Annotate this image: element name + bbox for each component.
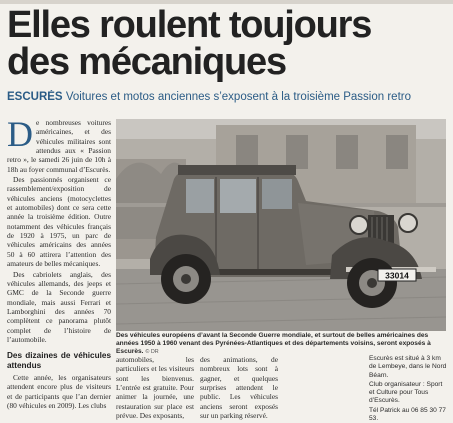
body-paragraph-4: Cette année, les organisateurs attendent encore plus de visiteurs et de participants que l’an dernier (80 véhicules en 2009). Les clubs xyxy=(7,373,111,411)
body-paragraph-5: automobiles, les particuliers et les visiteurs sont les bienvenus. L’entrée est gratuite. Pour animer la journée, une restauration sur place est prévue. Des exposants, xyxy=(116,355,194,421)
practical-info-box xyxy=(369,355,447,423)
photo-credit: © DR xyxy=(145,349,159,356)
body-paragraph-1-text: e nombreuses voitures américaines, et des véhicules militaires sont attendus aux « Passion retro », le samedi 26 juin de 10h à 18h au foyer communal d’Escurès. xyxy=(7,118,111,174)
article-deck xyxy=(7,90,447,104)
body-paragraph-1 xyxy=(7,114,111,174)
drop-cap: D xyxy=(7,114,33,154)
body-subhead: Des dizaines de véhicules attendus xyxy=(7,351,111,370)
body-paragraph-2: Des passionnés organisent ce rassemblement/exposition de véhicules anciens (motocyclettes et automobiles) dont ce sera cette année la troisième édition. Outre notamment des véhicules français de 1920 à 1975, un parc de véhicules américains des années 50 à 60 attirera l’attention des amateurs de belles mécaniques. xyxy=(7,175,111,269)
deck-location: ESCURÈS xyxy=(7,91,63,103)
license-plate-text: 33014 xyxy=(385,270,409,281)
deck-text: Voitures et motos anciennes s’exposent à la troisième Passion retro xyxy=(65,91,411,103)
info-line-1: Escurès est situé à 3 km de Lembeye, dans le Nord Béarn. xyxy=(369,355,447,379)
vintage-car-illustration xyxy=(116,119,446,331)
info-phone: Tél Patrick au 06 85 30 77 53. xyxy=(369,406,446,423)
info-line-2: Club organisateur : Sport et Culture pour Tous d’Escurès. xyxy=(369,380,443,405)
body-column-2 xyxy=(116,355,194,421)
photo-caption xyxy=(116,332,446,357)
headline-line-2: des mécaniques xyxy=(7,41,286,83)
body-column-1 xyxy=(7,114,111,411)
headline-line-1: Elles roulent toujours xyxy=(7,4,372,46)
body-column-3 xyxy=(200,355,278,421)
body-paragraph-3: Des cabriolets anglais, des véhicules allemands, des jeeps et GMC de la Seconde guerre mondiale, mais aussi Ferrari et Lamborghini des années 70 complètent ce panorama plutôt complet de l’histoire de l’automobile. xyxy=(7,269,111,344)
photo-caption-text: Des véhicules européens d’avant la Seconde Guerre mondiale, et surtout de belles américaines des années 1950 à 1960 venant des Pyrénées-Atlantiques et des départements voisins, seront exposés à Escurès. xyxy=(116,332,431,356)
body-paragraph-6: des animations, de nombreux lots sont à gagner, et quelques surprises attendent le public. Les véhicules anciens seront exposés sur un parking réservé. xyxy=(200,355,278,421)
car-photo xyxy=(116,119,446,331)
article-headline xyxy=(7,4,447,83)
